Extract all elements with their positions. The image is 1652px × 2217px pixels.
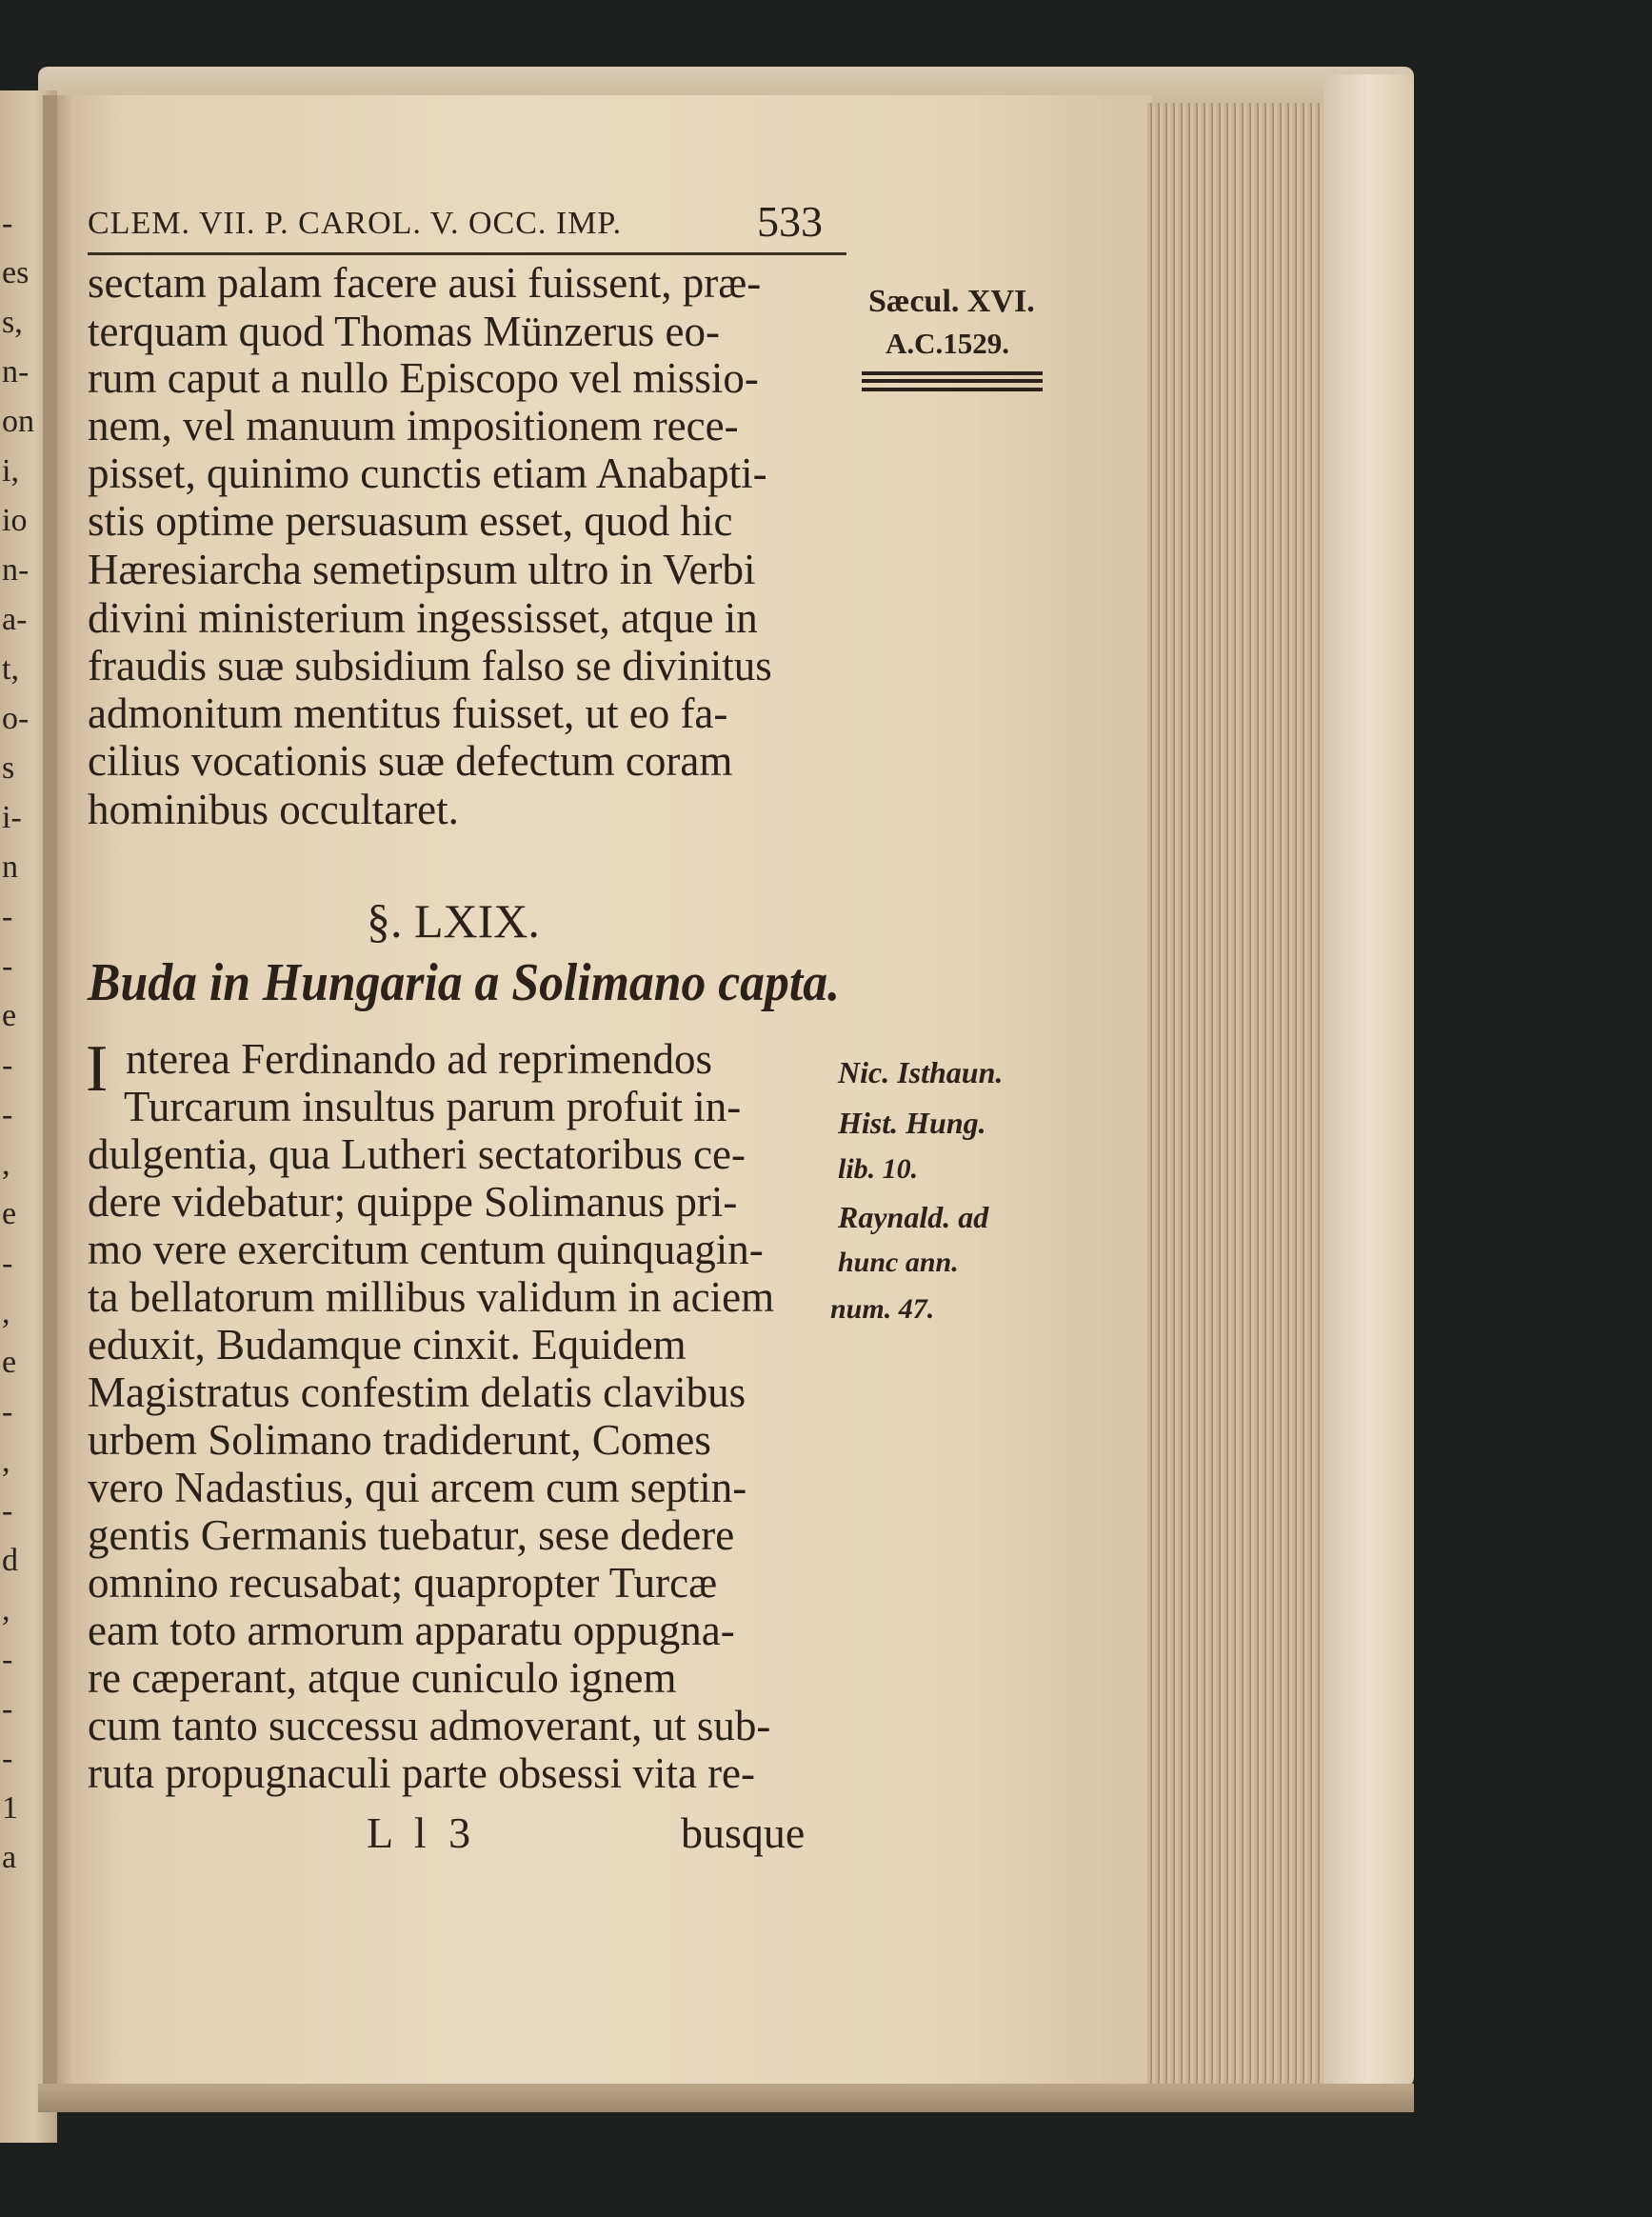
page-block-edges <box>1147 103 1324 2088</box>
text-line: sectam palam facere ausi fuissent, præ- <box>88 259 762 307</box>
margin-rule <box>862 388 1043 391</box>
text-line: omnino recusabat; quapropter Turcæ <box>88 1559 718 1607</box>
text-line: gentis Germanis tuebatur, sese dedere <box>88 1511 735 1559</box>
text-line: divini ministerium ingessisset, atque in <box>88 594 758 642</box>
left-page-fragment: , <box>2 1592 10 1628</box>
margin-reference: hunc ann. <box>838 1247 959 1278</box>
signature-mark: L l 3 <box>367 1808 477 1857</box>
left-page-fragment: 1 <box>2 1790 18 1826</box>
text-line: admonitum mentitus fuisset, ut eo fa- <box>88 689 728 737</box>
margin-reference: Nic. Isthaun. <box>838 1055 1004 1089</box>
left-page-fragment: a <box>2 1840 17 1875</box>
margin-reference: lib. 10. <box>838 1153 919 1185</box>
text-line: stis optime persuasum esset, quod hic <box>88 497 733 545</box>
section-title: Buda in Hungaria a Solimano capta. <box>88 953 840 1012</box>
margin-century: Sæcul. XVI. <box>868 284 1035 319</box>
text-line: Turcarum insultus parum profuit in- <box>124 1083 742 1130</box>
text-line: dere videbatur; quippe Solimanus pri- <box>88 1178 738 1226</box>
left-page-fragment: - <box>2 1741 13 1776</box>
left-page-fragment: - <box>2 206 13 241</box>
text-line: hominibus occultaret. <box>88 786 459 833</box>
left-page-fragment: s, <box>2 305 23 340</box>
left-page-fragment: - <box>2 1691 13 1727</box>
left-page-fragment: e <box>2 1345 17 1380</box>
left-page-fragment: a- <box>2 602 28 637</box>
left-page-fragment: - <box>2 899 13 934</box>
text-line: pisset, quinimo cunctis etiam Anabapti- <box>88 449 767 497</box>
left-page-fragment: i, <box>2 453 19 489</box>
text-line: rum caput a nullo Episcopo vel missio- <box>88 354 759 402</box>
text-line: Magistratus confestim delatis clavibus <box>88 1368 746 1416</box>
catchword: busque <box>681 1808 806 1857</box>
text-line: eduxit, Budamque cinxit. Equidem <box>88 1321 687 1368</box>
header-rule <box>88 252 846 255</box>
left-page-fragment: - <box>2 1493 13 1528</box>
left-page-fragment: io <box>2 503 28 538</box>
left-page-fragment: t, <box>2 651 19 687</box>
margin-reference: Hist. Hung. <box>838 1106 986 1140</box>
left-page-fragment: d <box>2 1543 18 1578</box>
text-line: eam toto armorum apparatu oppugna- <box>88 1607 735 1654</box>
text-line: vero Nadastius, qui arcem cum septin- <box>88 1464 747 1511</box>
text-line: ruta propugnaculi parte obsessi vita re- <box>88 1749 756 1797</box>
text-line: re cæperant, atque cuniculo ignem <box>88 1654 677 1702</box>
left-page-fragment: - <box>2 1394 13 1429</box>
text-line: cilius vocationis suæ defectum coram <box>88 737 733 785</box>
left-page-fragment: , <box>2 1295 10 1330</box>
text-line: urbem Solimano tradiderunt, Comes <box>88 1416 711 1464</box>
text-line: nterea Ferdinando ad reprimendos <box>126 1035 713 1083</box>
margin-rule <box>862 379 1043 383</box>
left-page-fragment: es <box>2 255 30 290</box>
left-page-fragment: n- <box>2 354 30 389</box>
margin-rule <box>862 371 1043 375</box>
page-number: 533 <box>757 197 823 246</box>
page-gutter <box>43 95 71 2086</box>
running-title: CLEM. VII. P. CAROL. V. OCC. IMP. <box>88 206 623 241</box>
margin-reference: Raynald. ad <box>838 1200 989 1234</box>
left-page-fragment: - <box>2 1642 13 1677</box>
left-page-fragment: , <box>2 1444 10 1479</box>
text-line: nem, vel manuum impositionem rece- <box>88 402 739 449</box>
left-page-fragment: s <box>2 750 15 786</box>
left-page-fragment: n- <box>2 552 30 588</box>
book-cover-bottom <box>38 2084 1414 2112</box>
text-line: cum tanto successu admoverant, ut sub- <box>88 1702 771 1749</box>
text-line: fraudis suæ subsidium falso se divinitus <box>88 642 772 689</box>
left-page-fragment: , <box>2 1147 10 1182</box>
running-header <box>88 189 849 246</box>
left-page-fragment: o- <box>2 701 30 736</box>
drop-cap: I <box>86 1032 109 1106</box>
left-page-fragment: - <box>2 1246 13 1281</box>
margin-reference: num. 47. <box>830 1293 935 1325</box>
text-line: terquam quod Thomas Münzerus eo- <box>88 308 721 355</box>
left-page-fragment: e <box>2 1196 17 1231</box>
left-page-fragment: - <box>2 1097 13 1132</box>
text-line: mo vere exercitum centum quinquagin- <box>88 1226 764 1273</box>
left-page-fragment: i- <box>2 800 22 835</box>
book-cover-edge <box>1324 74 1414 2088</box>
section-number: §. LXIX. <box>367 894 540 948</box>
left-page-fragment: n <box>2 849 18 885</box>
text-line: Hæresiarcha semetipsum ultro in Verbi <box>88 546 756 593</box>
left-page-fragment: - <box>2 1048 13 1083</box>
left-page-fragment: on <box>2 404 34 439</box>
text-line: ta bellatorum millibus validum in aciem <box>88 1273 775 1321</box>
left-page-fragment: - <box>2 949 13 984</box>
left-page-fragment: e <box>2 998 17 1033</box>
margin-year: A.C.1529. <box>886 327 1010 360</box>
text-line: dulgentia, qua Lutheri sectatoribus ce- <box>88 1130 746 1178</box>
